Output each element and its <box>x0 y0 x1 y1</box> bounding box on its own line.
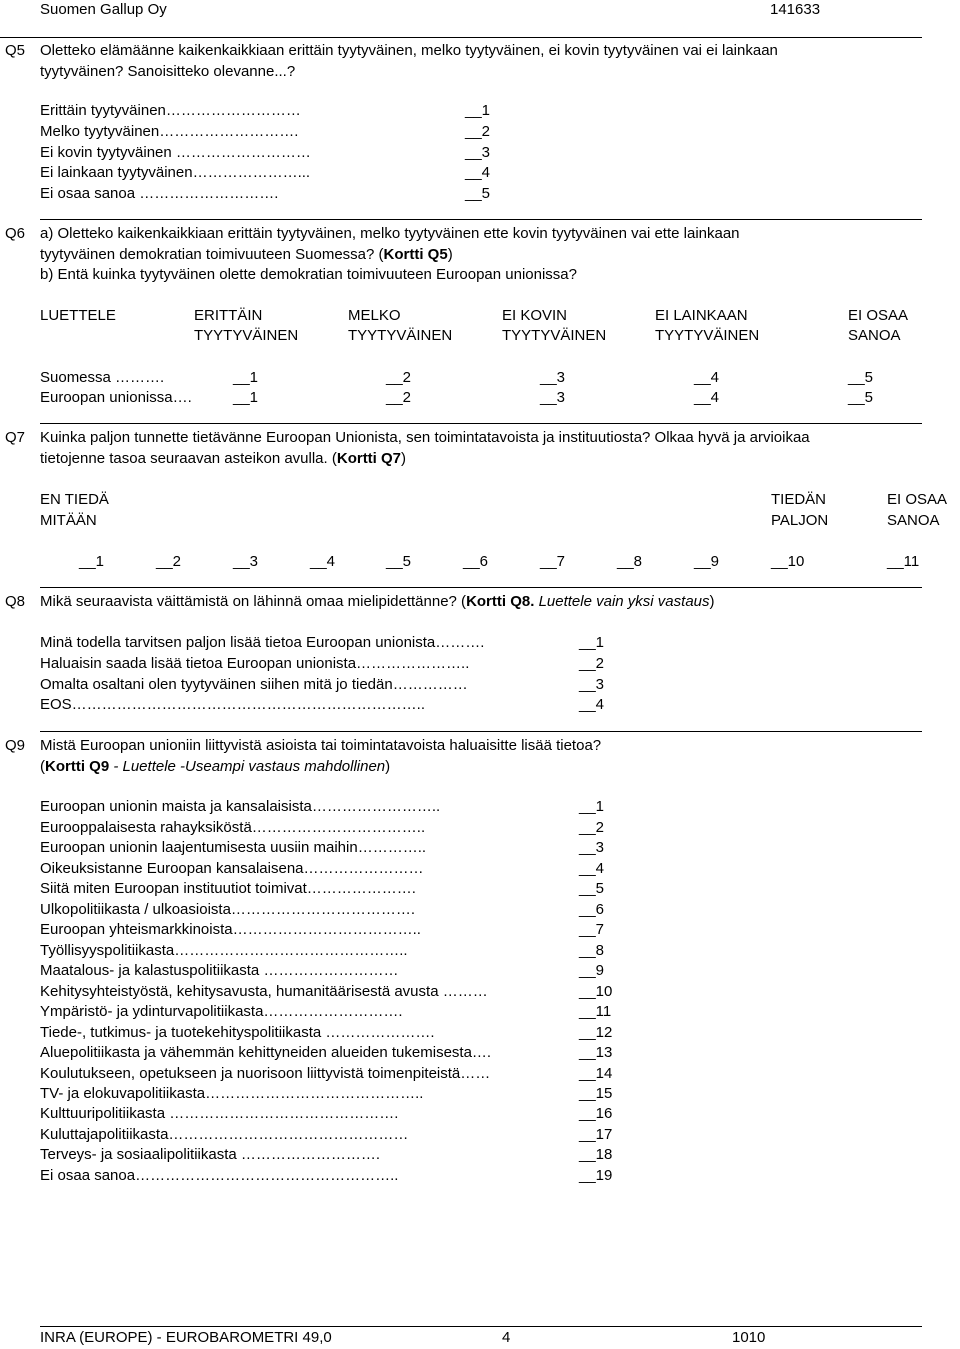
row-label: Suomessa ………. <box>40 369 165 386</box>
answer-code: __19 <box>579 1167 613 1184</box>
answer-code: __2 <box>465 123 491 140</box>
answer-label: Erittäin tyytyväinen……………………… <box>40 102 301 119</box>
answer-code: __9 <box>579 962 605 979</box>
answer-code: __5 <box>848 369 874 386</box>
column-header: LUETTELE <box>40 307 116 324</box>
answer-label: Euroopan unionin maista ja kansalaisista…………………….. <box>40 798 441 815</box>
column-header: EI LAINKAAN <box>655 307 748 324</box>
answer-code: __16 <box>579 1105 613 1122</box>
divider <box>40 219 922 220</box>
scale-code: __1 <box>79 553 105 570</box>
scale-label: EN TIEDÄ <box>40 491 109 508</box>
answer-code: __4 <box>579 860 605 877</box>
answer-code: __1 <box>465 102 491 119</box>
scale-code: __8 <box>617 553 643 570</box>
divider <box>40 587 922 588</box>
scale-label: SANOA <box>887 512 940 529</box>
answer-code: __8 <box>579 942 605 959</box>
column-header: MELKO <box>348 307 401 324</box>
column-header: EI KOVIN <box>502 307 568 324</box>
question-text: Mikä seuraavista väittämistä on lähinnä omaa mielipidettänne? (Kortti Q8. Luettele vain yksi vastaus) <box>40 593 715 610</box>
column-header: TYYTYVÄINEN <box>502 327 607 344</box>
answer-label: Ulkopolitiikasta / ulkoasioista………………………………. <box>40 901 416 918</box>
scale-label: PALJON <box>771 512 829 529</box>
answer-code: __4 <box>579 696 605 713</box>
question-text: tyytyväinen? Sanoisitteko olevanne...? <box>40 63 296 80</box>
answer-label: EOS…………………………………………………………….. <box>40 696 426 713</box>
answer-label: Työllisyyspolitiikasta……………………………………….. <box>40 942 408 959</box>
scale-code: __9 <box>694 553 720 570</box>
answer-label: Euroopan unionin laajentumisesta uusiin maihin………….. <box>40 839 427 856</box>
answer-label: Euroopan yhteismarkkinoista……………………………….. <box>40 921 421 938</box>
answer-label: Terveys- ja sosiaalipolitiikasta ………………………. <box>40 1146 381 1163</box>
answer-code: __1 <box>233 369 259 386</box>
divider <box>0 37 922 38</box>
column-header: ERITTÄIN <box>194 307 263 324</box>
divider <box>40 1326 922 1327</box>
scale-code: __10 <box>771 553 805 570</box>
question-number: Q6 <box>5 225 26 242</box>
scale-code: __11 <box>887 553 920 570</box>
column-header: EI OSAA <box>848 307 909 324</box>
scale-code: __2 <box>156 553 182 570</box>
answer-code: __5 <box>848 389 874 406</box>
footer-survey: INRA (EUROPE) - EUROBAROMETRI 49,0 <box>40 1329 332 1346</box>
answer-label: Aluepolitiikasta ja vähemmän kehittyneiden alueiden tukemisesta…. <box>40 1044 492 1061</box>
answer-code: __1 <box>579 634 605 651</box>
card-reference: Kortti Q9 <box>45 758 110 775</box>
answer-label: Melko tyytyväinen………………………. <box>40 123 299 140</box>
answer-label: Ympäristö- ja ydinturvapolitiikasta………………………. <box>40 1003 403 1020</box>
answer-label: TV- ja elokuvapolitiikasta…………………………………….. <box>40 1085 424 1102</box>
answer-code: __13 <box>579 1044 613 1061</box>
question-number: Q8 <box>5 593 26 610</box>
answer-code: __11 <box>579 1003 612 1020</box>
question-text: b) Entä kuinka tyytyväinen olette demokratian toimivuuteen Euroopan unionissa? <box>40 266 577 283</box>
answer-code: __17 <box>579 1126 613 1143</box>
answer-code: __4 <box>694 389 720 406</box>
question-text: Kuinka paljon tunnette tietävänne Euroopan Unionista, sen toimintatavoista ja instituutiosta? Olkaa hyvä ja arvioikaa <box>40 429 810 446</box>
column-header: TYYTYVÄINEN <box>194 327 299 344</box>
card-reference: Kortti Q5 <box>383 246 448 263</box>
answer-code: __3 <box>540 369 566 386</box>
scale-code: __3 <box>233 553 259 570</box>
row-label: Euroopan unionissa…. <box>40 389 192 406</box>
answer-label: Maatalous- ja kalastuspolitiikasta ……………………… <box>40 962 399 979</box>
question-text: (Kortti Q9 - Luettele -Useampi vastaus mahdollinen) <box>40 758 391 775</box>
answer-label: Tiede-, tutkimus- ja tuotekehityspolitiikasta …………………. <box>40 1024 435 1041</box>
question-text: Mistä Euroopan unioniin liittyvistä asioista tai toimintatavoista haluaisitte lisää tietoa? <box>40 737 602 754</box>
answer-code: __15 <box>579 1085 613 1102</box>
answer-code: __2 <box>386 389 412 406</box>
answer-code: __3 <box>540 389 566 406</box>
page-number: 4 <box>502 1329 511 1346</box>
scale-label: MITÄÄN <box>40 512 97 529</box>
question-text: tietojenne tasoa seuraavan asteikon avulla. (Kortti Q7) <box>40 450 407 467</box>
scale-code: __4 <box>310 553 336 570</box>
answer-label: Siitä miten Euroopan instituutiot toimivat…………………. <box>40 880 416 897</box>
answer-label: Ei kovin tyytyväinen ……………………… <box>40 144 311 161</box>
answer-code: __5 <box>465 185 491 202</box>
question-text: a) Oletteko kaikenkaikkiaan erittäin tyytyväinen, melko tyytyväinen ette kovin tyytyväinen vai ette lainkaan <box>40 225 740 242</box>
answer-code: __3 <box>579 676 605 693</box>
answer-label: Minä todella tarvitsen paljon lisää tietoa Euroopan unionista………. <box>40 634 485 651</box>
answer-code: __6 <box>579 901 605 918</box>
answer-code: __3 <box>579 839 605 856</box>
answer-code: __1 <box>233 389 259 406</box>
scale-code: __6 <box>463 553 489 570</box>
questionnaire-number: 141633 <box>770 1 821 18</box>
column-header: SANOA <box>848 327 901 344</box>
answer-code: __1 <box>579 798 605 815</box>
column-header: TYYTYVÄINEN <box>655 327 760 344</box>
divider <box>40 731 922 732</box>
scale-code: __7 <box>540 553 566 570</box>
answer-label: Omalta osaltani olen tyytyväinen siihen mitä jo tiedän…………… <box>40 676 468 693</box>
answer-label: Ei osaa sanoa ………………………. <box>40 185 279 202</box>
instruction: Luettele vain yksi vastaus <box>534 593 710 610</box>
card-reference: Kortti Q7 <box>336 450 402 467</box>
divider <box>40 423 922 424</box>
answer-label: Eurooppalaisesta rahayksiköstä…………………………….. <box>40 819 426 836</box>
answer-code: __5 <box>579 880 605 897</box>
question-text: Oletteko elämäänne kaikenkaikkiaan erittäin tyytyväinen, melko tyytyväinen, ei kovin tyytyväinen vai ei lainkaan <box>40 42 778 59</box>
answer-label: Kuluttajapolitiikasta………………………………………… <box>40 1126 409 1143</box>
answer-code: __3 <box>465 144 491 161</box>
question-number: Q5 <box>5 42 26 59</box>
answer-label: Oikeuksistanne Euroopan kansalaisena…………………… <box>40 860 424 877</box>
answer-code: __2 <box>579 655 605 672</box>
question-number: Q9 <box>5 737 26 754</box>
answer-code: __18 <box>579 1146 613 1163</box>
answer-code: __14 <box>579 1065 613 1082</box>
answer-label: Haluaisin saada lisää tietoa Euroopan unionista………………….. <box>40 655 470 672</box>
footer-code: 1010 <box>732 1329 766 1346</box>
answer-code: __4 <box>465 164 491 181</box>
scale-label: EI OSAA <box>887 491 948 508</box>
question-text: tyytyväinen demokratian toimivuuteen Suomessa? (Kortti Q5) <box>40 246 453 263</box>
answer-label: Ei osaa sanoa…………………………………………….. <box>40 1167 399 1184</box>
company-name: Suomen Gallup Oy <box>40 1 167 18</box>
answer-code: __10 <box>579 983 613 1000</box>
column-header: TYYTYVÄINEN <box>348 327 453 344</box>
answer-code: __2 <box>579 819 605 836</box>
question-number: Q7 <box>5 429 26 446</box>
answer-label: Koulutukseen, opetukseen ja nuorisoon liittyvistä toimenpiteistä…… <box>40 1065 491 1082</box>
scale-label: TIEDÄN <box>771 491 827 508</box>
answer-label: Kehitysyhteistyöstä, kehitysavusta, humanitäärisestä avusta ……… <box>40 983 488 1000</box>
answer-code: __2 <box>386 369 412 386</box>
answer-code: __12 <box>579 1024 613 1041</box>
answer-label: Ei lainkaan tyytyväinen…………………... <box>40 164 311 181</box>
card-reference: Kortti Q8. <box>466 593 535 610</box>
answer-code: __7 <box>579 921 605 938</box>
instruction: - Luettele -Useampi vastaus mahdollinen <box>109 758 386 775</box>
scale-code: __5 <box>386 553 412 570</box>
answer-label: Kulttuuripolitiikasta ………………………………………. <box>40 1105 399 1122</box>
answer-code: __4 <box>694 369 720 386</box>
